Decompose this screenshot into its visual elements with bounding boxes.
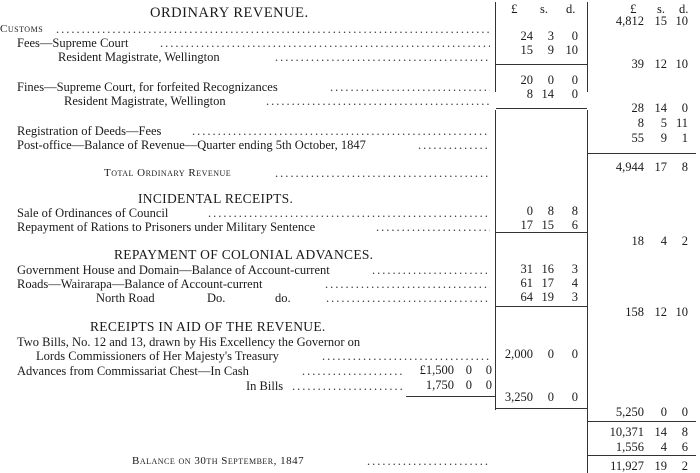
leader-dots bbox=[266, 94, 490, 108]
post-office-shillings: 9 bbox=[660, 131, 667, 145]
fees-amount1-pounds: 24 bbox=[520, 29, 533, 43]
column-rule-1b bbox=[495, 110, 496, 410]
colonial-amount3-shillings: 19 bbox=[541, 290, 554, 304]
registration-shillings: 5 bbox=[660, 116, 667, 130]
fines-amount1-pounds: 20 bbox=[520, 73, 533, 87]
aid-cash-pence: 0 bbox=[485, 363, 492, 377]
col1-pence-header: d. bbox=[566, 2, 576, 16]
incidental-label-1: Sale of Ordinances of Council bbox=[17, 206, 169, 220]
col2-pounds-header: £ bbox=[630, 1, 637, 16]
balance-pence: 6 bbox=[681, 440, 688, 454]
aid-cash-shillings: 0 bbox=[465, 363, 472, 377]
balance-shillings: 4 bbox=[660, 440, 667, 454]
aid-line-1: Two Bills, No. 12 and 13, drawn by His Excellency the Governor on bbox=[17, 335, 361, 349]
column-rule-2a bbox=[587, 2, 588, 92]
post-office-pounds: 55 bbox=[631, 131, 644, 145]
col2-shillings-header: s. bbox=[657, 2, 665, 16]
fees-amount2-shillings: 9 bbox=[547, 43, 554, 57]
aid-total-shillings: 0 bbox=[660, 405, 667, 419]
colonial-amount1-shillings: 16 bbox=[541, 262, 554, 276]
fees-amount1-pence: 0 bbox=[571, 29, 578, 43]
incidental-amount2-pence: 6 bbox=[571, 218, 578, 232]
balance-pounds: 1,556 bbox=[615, 440, 644, 454]
colonial-amount3-pounds: 64 bbox=[520, 290, 533, 304]
aid-line-2: Lords Commissioners of Her Majesty's Treasury bbox=[36, 349, 279, 363]
leader-dots bbox=[418, 138, 490, 152]
leader-dots bbox=[326, 291, 490, 305]
aid-total-pence: 0 bbox=[681, 405, 688, 419]
aid-bills-pence: 0 bbox=[571, 347, 578, 361]
total-rule bbox=[588, 153, 696, 154]
leader-dots bbox=[192, 124, 490, 138]
fines-amount1-shillings: 0 bbox=[547, 73, 554, 87]
leader-dots bbox=[372, 263, 490, 277]
subtotal-rule bbox=[496, 306, 587, 307]
fines-amount1-pence: 0 bbox=[571, 73, 578, 87]
incidental-label-2: Repayment of Rations to Prisoners under Military Sentence bbox=[17, 220, 316, 234]
section-heading-receipts-in-aid: RECEIPTS IN AID OF THE REVENUE. bbox=[90, 319, 326, 334]
post-office-label: Post-office—Balance of Revenue—Quarter ending 5th October, 1847 bbox=[17, 138, 366, 152]
grand-sum-pence: 8 bbox=[681, 425, 688, 439]
column-rule-2b bbox=[587, 110, 588, 473]
aid-subtotal-pounds: 3,250 bbox=[504, 390, 533, 404]
leader-dots bbox=[330, 80, 490, 94]
section-heading-ordinary-revenue: ORDINARY REVENUE. bbox=[150, 5, 309, 21]
aid-inbills-pounds: 1,750 bbox=[425, 378, 454, 392]
aid-inbills-pence: 0 bbox=[485, 378, 492, 392]
incidental-amount2-shillings: 15 bbox=[541, 218, 554, 232]
leader-dots bbox=[325, 277, 490, 291]
leader-dots bbox=[302, 364, 404, 378]
aid-cash-label: Advances from Commissariat Chest—In Cash bbox=[17, 364, 249, 378]
colonial-label-3-road: North Road bbox=[96, 291, 155, 305]
total-rule bbox=[588, 421, 696, 422]
grand-sum-pounds: 10,371 bbox=[609, 425, 644, 439]
colonial-label-3-ditto-lower: do. bbox=[275, 291, 291, 305]
leader-dots bbox=[275, 50, 490, 64]
incidental-amount1-pence: 8 bbox=[571, 204, 578, 218]
aid-subtotal-pence: 0 bbox=[571, 390, 578, 404]
fees-total-pence: 10 bbox=[675, 57, 688, 71]
subtotal-rule bbox=[496, 108, 587, 109]
total-ordinary-pounds: 4,944 bbox=[615, 160, 644, 174]
fees-total-pounds: 39 bbox=[631, 57, 644, 71]
fees-amount2-pounds: 15 bbox=[520, 43, 533, 57]
balance-label: Balance on 30th September, 1847 bbox=[132, 455, 305, 467]
column-rule-1a bbox=[495, 2, 496, 92]
subtotal-rule bbox=[496, 232, 587, 233]
customs-label: Customs bbox=[0, 23, 44, 35]
fees-total-shillings: 12 bbox=[654, 57, 667, 71]
fines-total-pence: 0 bbox=[681, 101, 688, 115]
colonial-total-shillings: 12 bbox=[654, 305, 667, 319]
leader-dots bbox=[376, 220, 490, 234]
aid-inbills-shillings: 0 bbox=[465, 378, 472, 392]
incidental-amount2-pounds: 17 bbox=[520, 218, 533, 232]
grand-total-shillings: 19 bbox=[654, 459, 667, 473]
col1-shillings-header: s. bbox=[540, 2, 548, 16]
aid-bills-shillings: 0 bbox=[547, 347, 554, 361]
incidental-amount1-pounds: 0 bbox=[526, 204, 533, 218]
customs-pence: 10 bbox=[675, 14, 688, 28]
aid-cash-pounds: £1,500 bbox=[419, 363, 454, 377]
fees-amount1-shillings: 3 bbox=[547, 29, 554, 43]
fines-amount2-shillings: 14 bbox=[541, 87, 554, 101]
fines-label-1: Fines—Supreme Court, for forfeited Recognizances bbox=[17, 80, 278, 94]
aid-bills-pounds: 2,000 bbox=[504, 347, 533, 361]
fines-total-shillings: 14 bbox=[654, 101, 667, 115]
fines-amount2-pounds: 8 bbox=[526, 87, 533, 101]
colonial-amount3-pence: 3 bbox=[571, 290, 578, 304]
registration-label: Registration of Deeds—Fees bbox=[17, 124, 162, 138]
incidental-total-pounds: 18 bbox=[631, 234, 644, 248]
incidental-total-pence: 2 bbox=[681, 234, 688, 248]
customs-shillings: 15 bbox=[654, 14, 667, 28]
grand-total-pounds: 11,927 bbox=[610, 459, 644, 473]
customs-pounds: 4,812 bbox=[615, 14, 644, 28]
leader-dots bbox=[367, 454, 490, 468]
leader-dots bbox=[208, 206, 490, 220]
fees-label-2: Resident Magistrate, Wellington bbox=[58, 50, 220, 64]
leader-dots bbox=[322, 349, 490, 363]
grand-total-pence: 2 bbox=[681, 459, 688, 473]
total-ordinary-shillings: 17 bbox=[654, 160, 667, 174]
colonial-amount2-shillings: 17 bbox=[541, 276, 554, 290]
colonial-total-pounds: 158 bbox=[625, 305, 644, 319]
colonial-amount2-pence: 4 bbox=[571, 276, 578, 290]
leader-dots bbox=[292, 379, 404, 393]
aid-subtotal-shillings: 0 bbox=[547, 390, 554, 404]
post-office-pence: 1 bbox=[681, 131, 688, 145]
grand-sum-shillings: 14 bbox=[654, 425, 667, 439]
col1-pounds-header: £ bbox=[511, 1, 518, 16]
total-ordinary-pence: 8 bbox=[681, 160, 688, 174]
colonial-label-2: Roads—Wairarapa—Balance of Account-current bbox=[17, 277, 263, 291]
subtotal-rule bbox=[496, 64, 587, 65]
colonial-label-1: Government House and Domain—Balance of Account-current bbox=[17, 263, 330, 277]
fines-label-2: Resident Magistrate, Wellington bbox=[64, 94, 226, 108]
aid-total-pounds: 5,250 bbox=[615, 405, 644, 419]
total-rule bbox=[588, 455, 696, 456]
leader-dots bbox=[275, 166, 490, 180]
fees-amount2-pence: 10 bbox=[565, 43, 578, 57]
subtotal-rule bbox=[496, 408, 587, 409]
section-heading-colonial-advances: REPAYMENT OF COLONIAL ADVANCES. bbox=[114, 247, 374, 262]
registration-pence: 11 bbox=[675, 116, 688, 130]
colonial-label-3-ditto: Do. bbox=[207, 291, 226, 305]
leader-dots bbox=[56, 22, 490, 36]
section-heading-incidental: INCIDENTAL RECEIPTS. bbox=[138, 191, 294, 206]
aid-inbills-label: In Bills bbox=[246, 379, 284, 393]
leader-dots bbox=[160, 36, 490, 50]
total-ordinary-label: Total Ordinary Revenue bbox=[104, 167, 232, 179]
incidental-total-shillings: 4 bbox=[660, 234, 667, 248]
fines-total-pounds: 28 bbox=[631, 101, 644, 115]
colonial-amount1-pence: 3 bbox=[571, 262, 578, 276]
incidental-amount1-shillings: 8 bbox=[547, 204, 554, 218]
registration-pounds: 8 bbox=[637, 116, 644, 130]
colonial-amount2-pounds: 61 bbox=[520, 276, 533, 290]
fees-label-1: Fees—Supreme Court bbox=[17, 36, 129, 50]
col2-pence-header: d. bbox=[679, 2, 689, 16]
subtotal-rule bbox=[406, 396, 495, 397]
fines-amount2-pence: 0 bbox=[571, 87, 578, 101]
colonial-amount1-pounds: 31 bbox=[520, 262, 533, 276]
colonial-total-pence: 10 bbox=[675, 305, 688, 319]
